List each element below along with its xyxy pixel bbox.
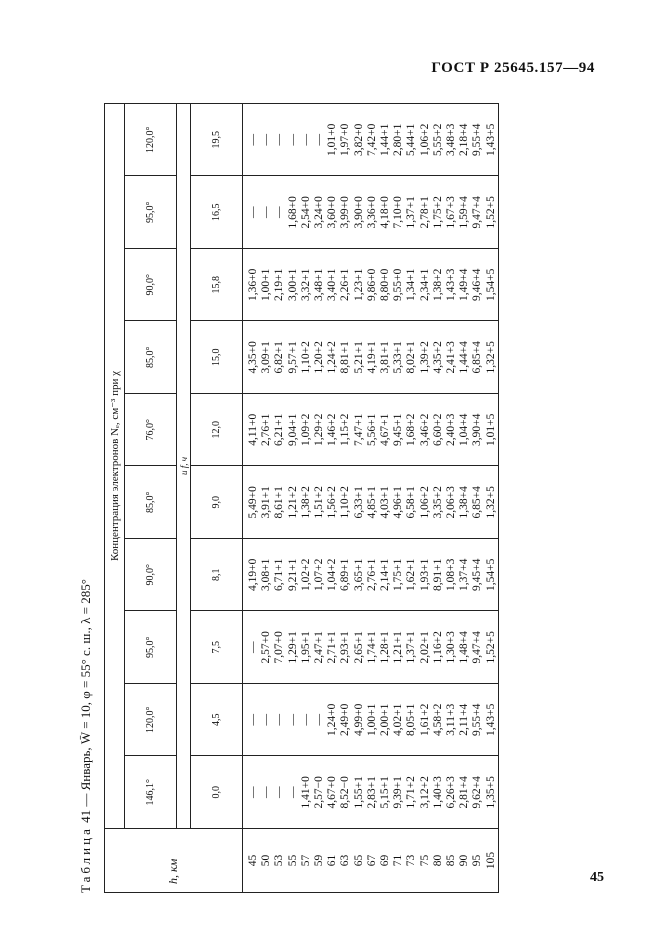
height-value: 50: [260, 854, 273, 867]
ne-value: —: [273, 206, 286, 218]
ne-value: 2,47+1: [313, 631, 326, 664]
ne-column: [243, 176, 499, 249]
chi-value: 146,1°: [145, 779, 156, 806]
ne-value: 6,21+1: [273, 413, 286, 446]
height-value: 69: [379, 854, 392, 867]
ne-value: 1,40+3: [431, 776, 444, 809]
ne-value: 1,62+1: [405, 558, 418, 591]
chi-cell: [125, 249, 177, 322]
ne-value: 1,32+5: [484, 486, 497, 519]
ne-values-list: [247, 104, 498, 176]
ne-value: 1,48+4: [458, 631, 471, 664]
ne-value: 1,04+2: [326, 558, 339, 591]
ne-value: 9,55+0: [392, 268, 405, 301]
ne-values-list: [247, 757, 498, 829]
ne-value: 5,15+1: [379, 776, 392, 809]
ne-value: 3,90+4: [471, 413, 484, 446]
chi-value: 95,0°: [145, 636, 156, 658]
height-value: 45: [247, 854, 259, 867]
ne-value: 1,54+5: [484, 268, 497, 301]
ne-value: 1,61+2: [418, 703, 431, 736]
ne-value: 3,90+0: [352, 196, 365, 229]
ne-column: [243, 321, 499, 394]
page-number: 45: [590, 870, 604, 885]
tf-title: и f, ч: [178, 456, 189, 476]
t-value: 16,5: [211, 203, 222, 221]
ne-title-cell: [105, 104, 125, 829]
ne-value: 4,11+0: [247, 413, 259, 446]
ne-value: 2,93+1: [339, 631, 352, 664]
ne-value: 6,26+3: [445, 776, 458, 809]
chi-cell: [125, 539, 177, 612]
ne-value: 2,49+0: [339, 703, 352, 736]
ne-value: —: [260, 786, 273, 798]
ne-value: 9,45+4: [471, 558, 484, 591]
ne-value: 5,49+0: [247, 486, 259, 519]
ne-value: 1,44+4: [458, 341, 471, 374]
t-cell: [191, 249, 243, 322]
ne-value: —: [273, 714, 286, 726]
ne-value: 2,18+4: [458, 123, 471, 156]
ne-value: 1,28+1: [379, 631, 392, 664]
ne-value: 3,60+0: [326, 196, 339, 229]
ne-value: 4,02+1: [392, 703, 405, 736]
ne-value: 4,85+1: [365, 486, 378, 519]
ne-value: —: [247, 714, 259, 726]
ne-value: 4,99+0: [352, 703, 365, 736]
t-cell: [191, 176, 243, 249]
height-value: 80: [431, 854, 444, 867]
chi-value: 120,0°: [145, 126, 156, 153]
height-value: 73: [405, 854, 418, 867]
height-value: 53: [273, 854, 286, 867]
caption-text: — Январь, W̄ = 10, φ = 55° с. ш., λ = 285°: [78, 579, 93, 807]
ne-value: 3,36+0: [365, 196, 378, 229]
ne-value: 1,06+2: [418, 486, 431, 519]
ne-value: 1,38+2: [431, 268, 444, 301]
ne-value: 1,43+5: [484, 703, 497, 736]
chi-cell: [125, 321, 177, 394]
ne-value: —: [247, 206, 259, 218]
height-value: 59: [313, 854, 326, 867]
ne-value: 9,47+4: [471, 196, 484, 229]
ne-title: Концентрация электронов Nₑ, см⁻³ при χ: [109, 371, 121, 561]
ne-value: 1,68+0: [286, 196, 299, 229]
ne-value: 1,68+2: [405, 413, 418, 446]
ne-value: 9,21+1: [286, 558, 299, 591]
ne-value: 3,32+1: [299, 268, 312, 301]
ne-value: 9,55+4: [471, 703, 484, 736]
chi-value: 90,0°: [145, 274, 156, 296]
t-value: 8,1: [211, 568, 222, 581]
ne-value: 1,07+2: [313, 558, 326, 591]
ne-value: 1,75+1: [392, 558, 405, 591]
ne-value: 1,01+0: [326, 123, 339, 156]
ne-value: 1,34+1: [405, 268, 418, 301]
ne-value: 1,59+4: [458, 196, 471, 229]
h-header-cell: [105, 829, 243, 893]
chi-cell: [125, 684, 177, 757]
ne-value: 3,65+1: [352, 558, 365, 591]
ne-value: 1,52+5: [484, 631, 497, 664]
ne-value: 5,44+1: [405, 123, 418, 156]
ne-value: 1,16+2: [431, 631, 444, 664]
ne-value: 1,01+5: [484, 413, 497, 446]
ne-value: 1,09+2: [299, 413, 312, 446]
ne-value: —: [247, 641, 259, 653]
height-value: 105: [484, 851, 497, 870]
ne-value: 4,18+0: [379, 196, 392, 229]
ne-value: 3,82+0: [352, 123, 365, 156]
ne-value: 1,24+2: [326, 341, 339, 374]
t-value: 7,5: [211, 641, 222, 654]
ne-value: 9,86+0: [365, 268, 378, 301]
ne-value: 6,60+2: [431, 413, 444, 446]
height-value: 61: [326, 854, 339, 867]
caption-table-word: Таблица: [78, 826, 93, 893]
ne-value: 4,19+1: [365, 341, 378, 374]
height-value: 67: [365, 854, 378, 867]
t-value: 19,5: [211, 131, 222, 149]
ne-values-list: [247, 612, 498, 684]
ne-value: 1,95+1: [299, 631, 312, 664]
ne-value: 2,19+1: [273, 268, 286, 301]
ne-column: [243, 394, 499, 467]
chi-cell: [125, 104, 177, 177]
ne-value: —: [313, 134, 326, 146]
height-value: 75: [418, 854, 431, 867]
rotated-content: [74, 103, 515, 893]
ne-value: 4,96+1: [392, 486, 405, 519]
ne-value: 2,11+4: [458, 703, 471, 736]
ne-value: 6,85+4: [471, 486, 484, 519]
ne-value: 1,38+4: [458, 486, 471, 519]
document-code: ГОСТ Р 25645.157—94: [431, 60, 595, 76]
ne-value: —: [286, 134, 299, 146]
ne-value: 2,71+1: [326, 631, 339, 664]
ne-value: 1,74+1: [365, 631, 378, 664]
ne-value: 8,61+1: [273, 486, 286, 519]
ne-values-list: [247, 539, 498, 611]
ne-column: [243, 756, 499, 829]
ne-value: 4,19+0: [247, 558, 259, 591]
height-value: 90: [458, 854, 471, 867]
ne-value: 1,20+2: [313, 341, 326, 374]
ne-value: 2,57−0: [313, 776, 326, 809]
ne-value: 6,85+4: [471, 341, 484, 374]
ne-value: —: [286, 786, 299, 798]
ne-column: [243, 539, 499, 612]
ne-value: 8,02+1: [405, 341, 418, 374]
ne-value: 2,57+0: [260, 631, 273, 664]
t-cell: [191, 321, 243, 394]
ne-value: 3,91+1: [260, 486, 273, 519]
ne-value: 2,00+1: [379, 703, 392, 736]
ne-value: —: [260, 206, 273, 218]
ne-value: —: [247, 786, 259, 798]
ne-column: [243, 611, 499, 684]
ne-value: —: [286, 714, 299, 726]
chi-value: 95,0°: [145, 201, 156, 223]
ne-value: —: [247, 134, 259, 146]
ne-value: 1,35+5: [484, 776, 497, 809]
ne-value: 3,81+1: [379, 341, 392, 374]
caption-number: 41: [78, 809, 93, 823]
ne-values-list: [247, 249, 498, 321]
ne-value: 6,89+1: [339, 558, 352, 591]
ne-value: 8,80+0: [379, 268, 392, 301]
ne-value: 6,33+1: [352, 486, 365, 519]
ne-value: 1,41+0: [299, 776, 312, 809]
ne-value: 3,24+0: [313, 196, 326, 229]
ne-value: 5,55+2: [431, 123, 444, 156]
t-cell: [191, 466, 243, 539]
ne-value: 9,47+4: [471, 631, 484, 664]
ne-value: 2,34+1: [418, 268, 431, 301]
ne-value: 1,39+2: [418, 341, 431, 374]
height-value: 95: [471, 854, 484, 867]
ne-value: 1,67+3: [445, 196, 458, 229]
ne-value: 7,42+0: [365, 123, 378, 156]
ne-value: 3,46+2: [418, 413, 431, 446]
ne-value: 1,15+2: [339, 413, 352, 446]
height-column: [243, 829, 499, 893]
ne-value: 3,08+1: [260, 558, 273, 591]
ne-column: [243, 466, 499, 539]
ne-value: 1,02+2: [299, 558, 312, 591]
chi-cell: [125, 176, 177, 249]
t-cell: [191, 539, 243, 612]
ne-value: 2,65+1: [352, 631, 365, 664]
ne-value: 1,37+1: [405, 196, 418, 229]
ne-value: 2,83+1: [365, 776, 378, 809]
ne-value: —: [299, 714, 312, 726]
ne-value: 1,32+5: [484, 341, 497, 374]
ne-value: 4,03+1: [379, 486, 392, 519]
ne-value: 1,75+2: [431, 196, 444, 229]
ne-value: 1,04+4: [458, 413, 471, 446]
chi-value: 90,0°: [145, 564, 156, 586]
t-row: [191, 104, 243, 893]
rotated-table-area: [74, 103, 515, 893]
ne-value: 1,71+2: [405, 776, 418, 809]
ne-value: 7,47+1: [352, 413, 365, 446]
ne-value: 4,58+2: [431, 703, 444, 736]
ne-value: 2,81+4: [458, 776, 471, 809]
chi-cell: [125, 756, 177, 829]
ne-value: 1,21+1: [392, 631, 405, 664]
ne-column: [243, 249, 499, 322]
t-cell: [191, 394, 243, 467]
ne-value: 5,33+1: [392, 341, 405, 374]
ne-value: 2,40+3: [445, 413, 458, 446]
ne-value: 1,55+1: [352, 776, 365, 809]
t-value: 15,8: [211, 276, 222, 294]
chi-cell: [125, 611, 177, 684]
ne-value: 9,39+1: [392, 776, 405, 809]
ne-values-list: [247, 467, 498, 539]
ne-value: 1,29+1: [286, 631, 299, 664]
ne-value: 8,91+1: [431, 558, 444, 591]
ne-value: 1,51+2: [313, 486, 326, 519]
chi-row: [125, 104, 177, 893]
ne-value: —: [273, 134, 286, 146]
t-value: 4,5: [211, 713, 222, 726]
chi-cell: [125, 466, 177, 539]
ne-value: 1,06+2: [418, 123, 431, 156]
ne-value: 4,67+1: [379, 413, 392, 446]
ne-value: 5,21+1: [352, 341, 365, 374]
table-body-row: [243, 104, 499, 893]
ne-values-list: [247, 177, 498, 249]
ne-value: 1,56+2: [326, 486, 339, 519]
t-cell: [191, 684, 243, 757]
chi-value: 85,0°: [145, 346, 156, 368]
ne-value: 3,48+3: [445, 123, 458, 156]
height-value: 65: [352, 854, 365, 867]
ne-value: 1,29+2: [313, 413, 326, 446]
ne-values-list: [247, 684, 498, 756]
height-value: 55: [286, 854, 299, 867]
ne-value: 5,56+1: [365, 413, 378, 446]
ne-value: 3,11+3: [445, 703, 458, 736]
ne-value: 2,76+1: [365, 558, 378, 591]
t-value: 15,0: [211, 348, 222, 366]
electron-concentration-table: [104, 103, 499, 893]
ne-value: —: [313, 714, 326, 726]
ne-value: 6,58+1: [405, 486, 418, 519]
t-value: 12,0: [211, 421, 222, 439]
ne-value: 1,23+1: [352, 268, 365, 301]
ne-value: 1,43+3: [445, 268, 458, 301]
h-header-label: h, км: [166, 858, 180, 884]
ne-value: 1,21+2: [286, 486, 299, 519]
ne-value: 1,37+1: [405, 631, 418, 664]
heights-list: [247, 829, 498, 892]
height-value: 71: [392, 854, 405, 867]
tf-title-cell: [177, 104, 191, 829]
ne-value: 1,10+2: [339, 486, 352, 519]
ne-value: 1,37+4: [458, 558, 471, 591]
ne-value: 1,10+2: [299, 341, 312, 374]
ne-value: 1,36+0: [247, 268, 259, 301]
ne-value: 3,09+1: [260, 341, 273, 374]
t-cell: [191, 104, 243, 177]
t-value: 9,0: [211, 496, 222, 509]
ne-value: 7,10+0: [392, 196, 405, 229]
ne-value: 4,35+2: [431, 341, 444, 374]
ne-value: 2,06+3: [445, 486, 458, 519]
ne-value: 8,52−0: [339, 776, 352, 809]
ne-value: 9,04+1: [286, 413, 299, 446]
ne-column: [243, 104, 499, 177]
ne-value: 1,00+1: [260, 268, 273, 301]
ne-value: 1,24+0: [326, 703, 339, 736]
ne-value: 1,93+1: [418, 558, 431, 591]
ne-value: 6,82+1: [273, 341, 286, 374]
ne-value: 1,00+1: [365, 703, 378, 736]
ne-value: 1,38+2: [299, 486, 312, 519]
ne-value: 1,30+3: [445, 631, 458, 664]
ne-values-list: [247, 322, 498, 394]
ne-value: 2,02+1: [418, 631, 431, 664]
ne-value: 1,46+2: [326, 413, 339, 446]
ne-value: —: [273, 786, 286, 798]
ne-value: 9,57+1: [286, 341, 299, 374]
ne-value: 3,40+1: [326, 268, 339, 301]
chi-value: 120,0°: [145, 706, 156, 733]
ne-value: 3,48+1: [313, 268, 326, 301]
ne-value: 7,07+0: [273, 631, 286, 664]
ne-value: 2,14+1: [379, 558, 392, 591]
ne-value: 4,35+0: [247, 341, 259, 374]
height-value: 57: [299, 854, 312, 867]
ne-value: 3,00+1: [286, 268, 299, 301]
ne-value: 9,62+4: [471, 776, 484, 809]
ne-value: 9,55+4: [471, 123, 484, 156]
ne-value: —: [260, 134, 273, 146]
ne-value: 9,45+1: [392, 413, 405, 446]
ne-value: 4,67+0: [326, 776, 339, 809]
ne-values-list: [247, 394, 498, 466]
ne-value: 8,05+1: [405, 703, 418, 736]
ne-value: 2,26+1: [339, 268, 352, 301]
ne-value: 2,78+1: [418, 196, 431, 229]
chi-value: 76,0°: [145, 419, 156, 441]
chi-cell: [125, 394, 177, 467]
ne-value: 3,12+2: [418, 776, 431, 809]
ne-value: 1,49+4: [458, 268, 471, 301]
ne-column: [243, 684, 499, 757]
ne-value: 1,97+0: [339, 123, 352, 156]
ne-value: 2,54+0: [299, 196, 312, 229]
ne-value: —: [260, 714, 273, 726]
ne-value: 1,43+5: [484, 123, 497, 156]
ne-value: —: [299, 134, 312, 146]
ne-value: 1,52+5: [484, 196, 497, 229]
ne-value: 8,81+1: [339, 341, 352, 374]
ne-value: 3,99+0: [339, 196, 352, 229]
table-caption: [74, 103, 98, 893]
height-value: 85: [445, 854, 458, 867]
ne-value: 9,46+4: [471, 268, 484, 301]
ne-value: 3,35+2: [431, 486, 444, 519]
ne-value: 1,08+3: [445, 558, 458, 591]
t-cell: [191, 611, 243, 684]
t-cell: [191, 756, 243, 829]
ne-value: 2,41+3: [445, 341, 458, 374]
ne-value: 1,54+5: [484, 558, 497, 591]
chi-value: 85,0°: [145, 491, 156, 513]
ne-value: 2,80+1: [392, 123, 405, 156]
ne-value: 6,71+1: [273, 558, 286, 591]
t-value: 0,0: [211, 786, 222, 799]
height-value: 63: [339, 854, 352, 867]
ne-value: 2,76+1: [260, 413, 273, 446]
ne-value: 1,44+1: [379, 123, 392, 156]
